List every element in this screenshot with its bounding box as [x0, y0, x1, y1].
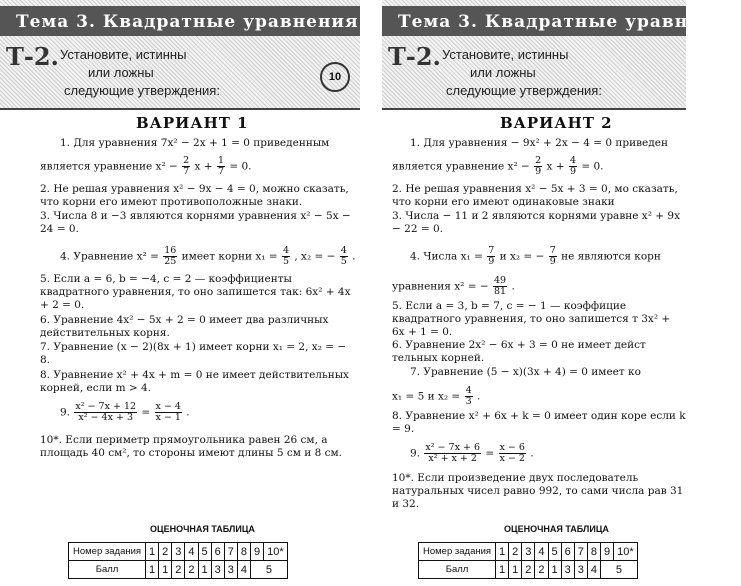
right-item-3: 3. Числа − 11 и 2 являются корнями уравне x² + 9x − 22 = 0. — [392, 210, 680, 235]
left-item-5: 5. Если a = 6, b = −4, c = 2 — коэффициенты квадратного уравнения, то оно запишется так: 6x² + 4x + 2 = 0. — [40, 273, 351, 311]
left-page — [0, 0, 361, 586]
right-score-title: ОЦЕНОЧНАЯ ТАБЛИЦА — [504, 524, 609, 534]
right-page — [382, 0, 741, 586]
right-score-row-points: Балл 1 1 2 2 1 3 3 4 5 — [419, 561, 638, 579]
right-item-1: 1. Для уравнения − 9x² + 2x − 4 = 0 приведен — [410, 137, 668, 149]
right-item-10: 10*. Если произведение двух последователь натуральных чисел равно 992, то сами числа рав 31 и 32. — [392, 472, 684, 510]
left-body — [0, 108, 360, 586]
left-item-10: 10*. Если периметр прямоугольника равен 26 см, а площадь 40 см², то стороны имеют длины 5 см и 8 см. — [40, 434, 343, 459]
right-item-9: 9. $\frac{\text{x² − 7x + 6}}{\text{x² + x + 2}}$ = $\frac{x - 6}{x - 2}$ . — [410, 442, 534, 464]
left-item-4: 4. Уравнение x² = $\frac{16}{25}$ имеет корни x₁ = $\frac{4}{5}$ , x₂ = − $\frac{4}{5}$ . — [60, 245, 356, 267]
left-score-title: ОЦЕНОЧНАЯ ТАБЛИЦА — [150, 524, 255, 534]
right-item-1-line2: является уравнение x² − $\frac{2}{9}$ x + $\frac{4}{9}$ = 0. — [392, 155, 604, 177]
left-topic-title: Тема 3. Квадратные уравнения — [0, 6, 360, 36]
left-test-code: Т-2. — [6, 42, 59, 71]
timer-icon: 10 — [320, 62, 350, 92]
right-instruction: Установите, истинны или ложны следующие утверждения: — [442, 47, 602, 98]
right-body — [382, 108, 686, 586]
left-score-table — [68, 542, 288, 579]
right-item-7: 7. Уравнение (5 − x)(3x + 4) = 0 имеет ко — [410, 366, 641, 378]
right-item-4: 4. Числа x₁ = $\frac{7}{9}$ и x₂ = − $\frac{7}{9}$ не являются корн — [410, 245, 661, 267]
right-item-8: 8. Уравнение x² + 6x + k = 0 имеет один коре если k = 9. — [392, 410, 686, 435]
left-header — [0, 0, 360, 108]
left-item-1: 1. Для уравнения 7x² − 2x + 1 = 0 приведенным — [60, 137, 330, 149]
left-item-9: 9. $\frac{\text{x² − 7x + 12}}{\text{x² − 4x + 3}}$ = $\frac{x - 4}{x - 1}$ . — [60, 401, 190, 423]
left-score-row-numbers: Номер задания 1 2 3 4 5 6 7 8 9 10* — [69, 543, 288, 561]
left-item-8: 8. Уравнение x² + 4x + m = 0 не имеет действительных корней, если m > 4. — [40, 369, 349, 394]
left-variant-title: ВАРИАНТ 1 — [136, 114, 249, 132]
right-item-2: 2. Не решая уравнения x² − 5x + 3 = 0, мо сказать, что корни его имеют одинаковые знаки — [392, 183, 678, 208]
right-item-5: 5. Если a = 3, b = 7, c = − 1 — коэффицие квадратного уравнения, то оно запишется т 3x² + 6x + 1 = 0. — [392, 300, 671, 338]
right-test-code: Т-2. — [388, 42, 441, 71]
left-score-row-points: Балл 1 1 2 2 1 3 3 4 5 — [69, 561, 288, 579]
right-item-4-line2: уравнения x² = − $\frac{49}{81}$ . — [392, 275, 515, 297]
right-variant-title: ВАРИАНТ 2 — [500, 114, 613, 132]
left-item-1-line2: является уравнение x² − $\frac{2}{7}$ x + $\frac{1}{7}$ = 0. — [40, 155, 252, 177]
right-item-6: 6. Уравнение 2x² − 6x + 3 = 0 не имеет дейст тельных корней. — [392, 339, 646, 364]
left-item-7: 7. Уравнение (x − 2)(8x + 1) имеет корни x₁ = 2, x₂ = − 8. — [40, 341, 347, 366]
right-item-7-line2: x₁ = 5 и x₂ = $\frac{4}{3}$ . — [392, 385, 481, 407]
page-gutter — [360, 0, 382, 586]
right-topic-title: Тема 3. Квадратные уравнения — [382, 6, 686, 36]
left-item-3: 3. Числа 8 и −3 являются корнями уравнения x² − 5x − 24 = 0. — [40, 210, 351, 235]
left-instruction: Установите, истинны или ложны следующие утверждения: — [60, 47, 220, 98]
right-score-row-numbers: Номер задания 1 2 3 4 5 6 7 8 9 10* — [419, 543, 638, 561]
left-item-6: 6. Уравнение 4x² − 5x + 2 = 0 имеет два различных действительных корня. — [40, 314, 329, 339]
left-item-2: 2. Не решая уравнения x² − 9x − 4 = 0, можно сказать, что корни его имеют противоположные знаки. — [40, 183, 349, 208]
right-score-table — [418, 542, 638, 579]
right-header — [382, 0, 741, 108]
